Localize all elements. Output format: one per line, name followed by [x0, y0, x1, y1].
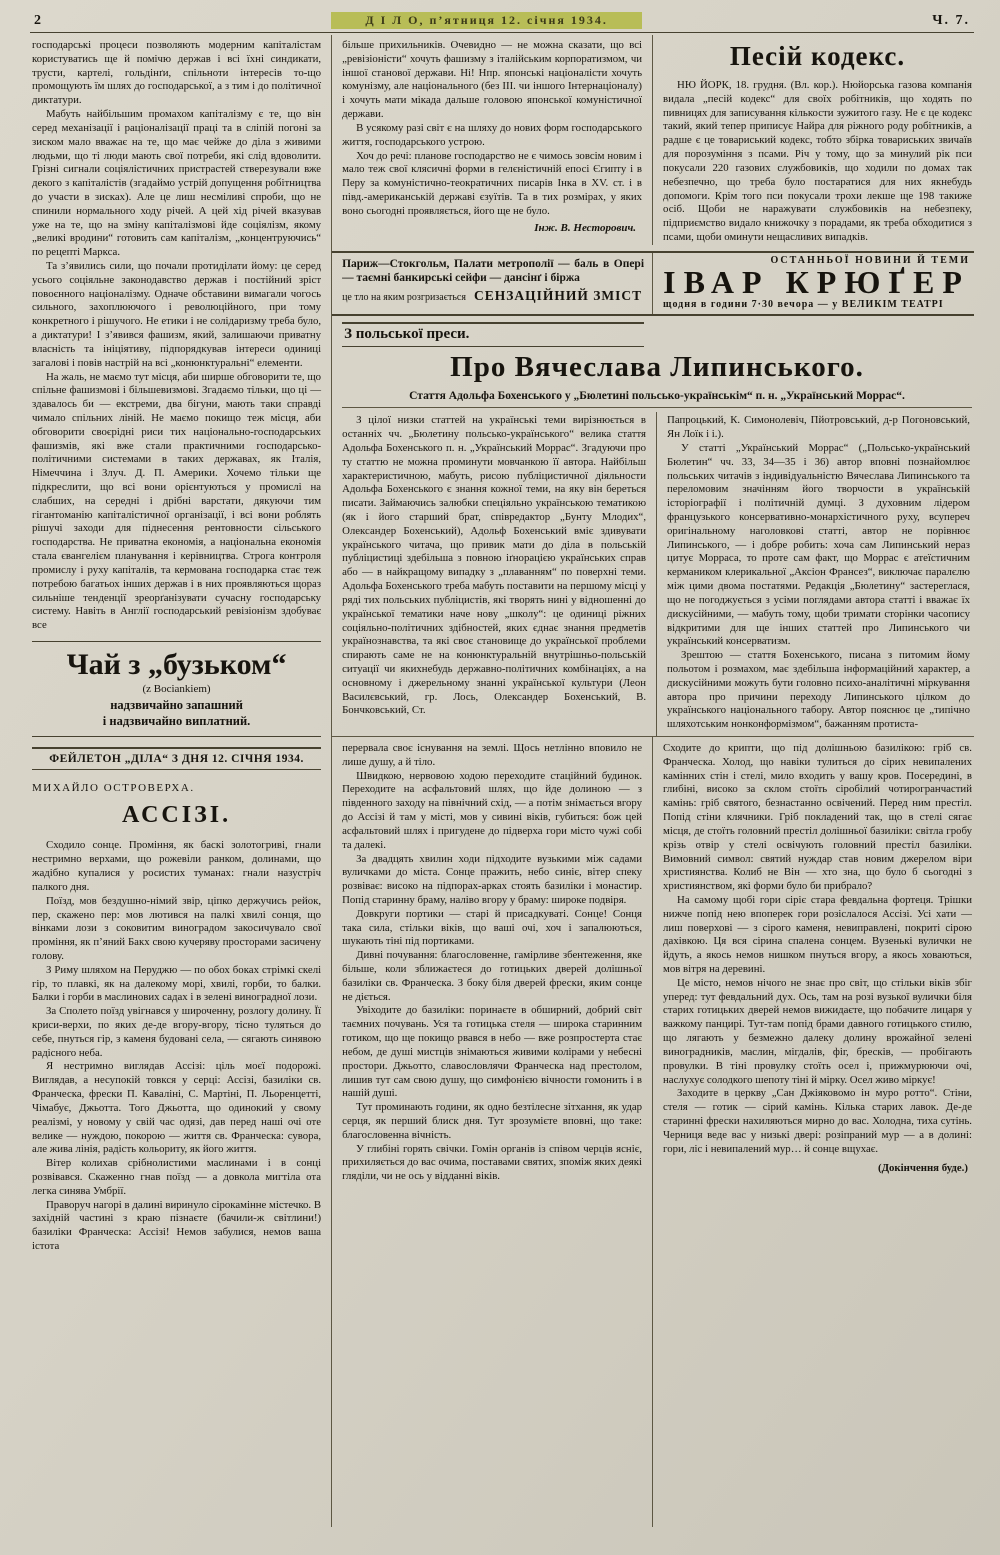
sensation-ad-row — [342, 288, 644, 304]
paragraph: Хоч до речі: планове господарство не є чимось зовсім новим і мало теж свої клясичні форми в гелєністичній епосі Єгипту і в Перу за комуністично-теократичних писарів Інка в XV. ст. і в півд.-американській державі єзуїтів. Та в тих розмірах, у яких воно сьогодні проявляється, його ще не було. — [342, 149, 643, 217]
paragraph: Я нестримно виглядав Ассізі: ціль моєї подорожі. Виглядав, а несупокій товкся у серці: Ассізі, базиліки св. Франческа, фрески П. Каваліні, С. Мартіні, П. Льоренцетті, Чімабує, Джьотта. Того Джьотта, що одинокий у свому реалізмі, у новому у свій час одязі, дав перед наші очі оте велике — нуждою, покорою — життя св. Франческа: сувора, але жива лінія, радість кольориту, як його життя. — [32, 1060, 322, 1156]
header-divider — [30, 32, 974, 33]
polish-press-section-title: З польської преси. — [342, 322, 644, 347]
tea-ad-subtitle: (z Bociankiem) — [142, 682, 211, 695]
sensation-ad-intro: Париж—Стокгольм, Палати метрополії — баль в Опері — таємні банкирські сейфи — дансінґ і біржа — [342, 257, 645, 285]
tea-ad-line-1: надзвичайно запашний — [110, 697, 243, 712]
dog-codex-article — [663, 79, 972, 245]
right-region — [332, 35, 974, 1527]
kruger-ad — [653, 253, 974, 315]
paragraph: У статті „Український Моррас“ („Польсько-український Бюлетин“ чч. 33, 34—35 і 36) автор вповні познайомлює польських читачів з індивідуальністю Вячеслава Липинського та переломовим значінням його творчости в українській історіографії і політичній думці. З духовним лідером французького консервативно-монархістичного руху, всупереч оригінальному наголовкові статті, автор не порівнює Липинського, — і добре робить: хоча сам Липинський нераз цитує Морраса, то проте сам факт, що Моррас є атеїстичним кермаником клерикальної „Аксіон Франсез“, виключає паралєлю між цими двома постатями. Редакція „Бюлетину“ застереглася, що не погоджується з усіми поглядами автора статті і вважає їх дискусійними, — мабуть тому, щоби тримати сторінки часопису відкритими для ще інших статтей про Липинського чи український консерватизм. — [667, 441, 970, 648]
feuilleton-column-2 — [332, 737, 653, 1527]
lypynsky-columns — [342, 412, 972, 736]
page-number: 2 — [34, 13, 41, 28]
sensation-ad-emphasis: СЕНЗАЦІЙНИЙ ЗМІСТ — [473, 287, 643, 303]
paragraph: Довкруги портики — старі й присадкуваті. Сонце! Сонця така сила, стільки віків, що ваші очі, хоч і запалюються, шукають тіні під портиками. — [342, 907, 643, 948]
paragraph: НЮ ЙОРК, 18. грудня. (Вл. кор.). Нюйорська газова компанія видала „песій кодекс“ для своїх робітників, що ходять по пивницях для записування кількости зужитого газу. Не є це кодекс такий, який тепер приписує Найра для ріжного роду робітників, а радше є це товариський кодекс, тобто збірка товариських звичаїв для порозуміння з псами. Річ у тому, що за минулий рік пси покусали 220 газових службовиків, що ходили по домах так небезпечно, що треба було постаратися для них якнебудь допомоги. Крім того пси покусали трохи лекше ще 198 такиже осіб. Щоби не наражувати службовиків на небезпеку, підприємство видало книжочку з порадами, як треба обходитися з псами, щоби оминути нещасливих випадків. — [663, 79, 972, 243]
lypynsky-article — [332, 316, 974, 736]
economy-article-column-2 — [342, 39, 642, 219]
paragraph: У глибіні горять свічки. Гомін органів із співом черців ясніє, прихиляється до вас очима, поставами святих, зпоміж яких деякі гляділи, чи не ось у відданні віків. — [342, 1142, 643, 1183]
paragraph: Тут проминають години, як одно безтілесне зітхання, як удар серця, як перший блиск дня. Тут зрозумієте вповні, що таке: благословенна вічність. — [342, 1101, 643, 1141]
kruger-ad-kicker: ОСТАННЬОЇ НОВИНИ Й ТЕМИ — [770, 254, 970, 266]
feuilleton-bottom-band — [332, 736, 974, 1527]
feuilleton-author: МИХАЙЛО ОСТРОВЕРХА. — [32, 782, 195, 795]
paragraph: Сходило сонце. Проміння, як баскі золотогриві, гнали нестримно верхами, що рожевіли ранком, долинами, що жадібно купалися у росистих туманах: гнали назустріч палкого дня. — [32, 839, 322, 893]
dog-codex-title: Песій кодекс. — [729, 41, 906, 71]
paragraph: Дивні почування: благословенне, гамірливе збентеження, яке більше, коли зближаєтеся до готицьких дверей долішньої базиліки св. Франческа. З боку біля дверей фрески, яким сонце не діється. — [342, 949, 643, 1003]
feuilleton-column-3 — [653, 737, 974, 1527]
page-columns — [30, 35, 974, 1527]
paragraph: Поїзд, мов бездушно-німий звір, ціпко держучись рейок, пер, скажено пер: мов лютився на палкі хвилі сонця, що вінками лози з соковитим виноградом закосичувало свої проміння, як пʼяний Бакх свою кучеряву просторами засичену голову. — [32, 894, 322, 962]
paragraph: Сходите до крипти, що під долішньою базилікою: гріб св. Франческа. Холод, що навіки тулиться до сірих невипалених камінних стін і стелі, мило входить у вашу кров. Посередині, в глибіні, високо за склом стоїть сіробілий чотирогранчастий камінь: гріб святого, безнастанно освічений. Перед ним престіл. Попід стіни клячники. Гріб покладений так, що в стелі сягає місця, де стоїть головний престіл долішньої базиліки: світла гробу крізь отвір у стелі освічують головний престіл базиліки. Вимовний символ: святий нуждар став новим джерелом віри християнства. Колиб не Він — хто зна, що було б сьогодні з християнством, які форми було би прибрало? — [663, 742, 972, 893]
tea-ad-line-2: і надзвичайно виплатний. — [102, 714, 251, 729]
paragraph: З цілої низки статтей на українські теми вирізнюється в останніх чч. „Бюлетину польсько-українського“ велика стаття Адольфа Бохенського п. н. „Український Моррас“. Згадуючи про ту статтю не можна проминути мовчанкою її автора. Найбільш характеристичною, мабуть, рисою публіцистичної діяльности Адольфа Бохенського є знання кожної теми, на яку він береться писати. Займаючись залюбки спеціяльно українською тематикою (як і його старший брат, співредактор „Бунту Млодих“, Олександер Бохенський), Адольф Бохенський вміє здивувати українського читача, що привик мати до діла в польській публіцистиці здебільша з повною іґнорацією українських справ або — в найкращому випадку з „плаванням“ по поверхні теми. Адольфа Бохенського треба мабуть поставити на першому місці у ряді тих польських публіцистів, які творять нині у відношенні до української тематики наче нову „школу“: це одиниці ріжних соціяльно-політичних здібностей, яких єднає знання предметів українознавства, та які своє становище до української проблеми спирають саме не на конюнктуральній внутрішньо-польській ситуації чи якихнебудь державно-політичних комбінаціях, а на основному і джерельному знанні української культури (Леон Василєвський, гр. Лось, Олександер Бохенський, В. Бончковський, Ст. — [342, 414, 647, 717]
kruger-ad-title: ІВАР КРЮҐЕР — [663, 263, 970, 300]
masthead: Д І Л О, п’ятниця 12. січня 1934. — [331, 12, 642, 29]
column-left — [30, 35, 332, 1527]
paragraph: Мабуть найбільшим промахом капіталізму є те, що він серед механізації і раціоналізації праці та в сліпій погоні за зиском мало вважає на те, що має чейже до діла з живими людьми, що ті люди мають свої потреби, які слід вдоволити. Грізні сигнали соціялістичних пристрастей стверезували вже декого з капіталістів (згадаймо устрій допущення робітництва до участи в зисках). Але це лиш несміливі спроби, що не спинили нормального ходу річей. А цей хід річей вказував уже на те, що на зміну капіталізмові йде соціялізм, якому „великі вродини“ готовить сам капіталізм, „концентруючись“ по рецепті Маркса. — [32, 108, 322, 259]
economy-article-column-1 — [32, 39, 321, 633]
paragraph: перервала своє існування на землі. Щось нетлінно вповило не лише душу, а й тіло. — [342, 742, 643, 768]
sensation-ad-tagline: це тло на яким розгризається — [342, 291, 466, 303]
top-row — [332, 35, 974, 245]
paragraph: Це місто, немов нічого не знає про світ, що стільки віків збіг уперед: тут февдальний дух. Ось, там на розі вузької вулички біля старих готицьких дверей немов вижидаєте, що побачите лицаря у важкому панцирі. Тут-там попід брами давного готицького стилю, що лягають у безмежно далеку долину врожайної зелені виноградників, маслин, мігдалів, фіг, бресків, — пробігають провулки. В тіні провулку стоїть осел і, прижмурюючи очі, наслухує солодкого шепоту тіні й мірку. Осел живо міркує! — [663, 976, 972, 1086]
paragraph: Швидкою, нервовою ходою переходите стаційний будинок. Переходите на асфальтовий шлях, що йде долиною — з південного заходу на північний схід, — а потім знімається вгору до Ассізі й там у місті, мов у сивині віків, губиться: бож цей асфальтовий шлях і пригудене до підверха гори місто чужі собі та далекі. — [342, 769, 643, 851]
feuilleton-continuation-note: (Докінчення буде.) — [878, 1162, 968, 1175]
paragraph: Та зʼявились сили, що почали протиділати йому: це серед усього соціяльне законодавство держав і постійний зріст повоєнного націоналізму. Одначе обставини вимагали чогось сильного, захоплюючого і революційного, при тому конкретного і рішучого. Не етики і не солідаризму треба було, а диктатури! І зʼявився фашизм, який, залишаючи приватну власність та ініціятиву, підпорядкував інтереси одиниці загалові і повів настрій на всі „конюнктуральні“ елементи. — [32, 260, 322, 369]
paragraph: Увіходите до базиліки: поринаєте в обширний, добрий світ таємних почувань. Уся та готицька стеля — широка старинним готиком, що ще покищо рвався в небо — вже розпростерта стає небом, де душі мистців знімаються живими колірами у небесні простори. Джьотто, славословлячи Франческа над престолом, лишив тут сам свою душу, що симфонією вічности гомонить і в нашій душі. — [342, 1004, 643, 1100]
paragraph: господарські процеси позволяють модерним капіталістам користуватись ще й помічю держав і всі їхні синдикати, трусти, картелі, гольдінґи, спільноти інтересів то-що промощують їм шлях до господарської, а з тим і до політичної диктатури. — [32, 39, 322, 107]
paragraph: Заходите в церкву „Сан Джіяковомо ін муро ротто“. Стіни, стеля — готик — сірий камінь. Кілька старих лавок. Де-де старинні фрески нахиляються мирно до вас. Холодна, тиха сутінь. Черниця веде вас у низькі двері: розіпраний мур — а в долині: гори, ліс і невипалений мур… й сонце вщухає. — [663, 1087, 972, 1155]
theatre-ad-banner — [332, 251, 974, 317]
page-header — [30, 8, 974, 32]
paragraph: В усякому разі світ є на шляху до нових форм господарського життя, господарського устрою. — [342, 121, 643, 148]
tea-advertisement — [32, 641, 321, 738]
paragraph: З Риму шляхом на Перуджю — по обох боках стрімкі скелі гір, то плавкі, як на далекому морі, хвилі, горби, то балки. Балки і горби в маслинових садах і в зелені виноградної лози. — [32, 963, 322, 1004]
issue-number: Ч. 7. — [932, 13, 970, 28]
lypynsky-column-2 — [657, 412, 972, 736]
paragraph: більше прихильників. Очевидно — не можна сказати, що всі „ревізіоністи“ хочуть фашизму з італійським корпоратизмом, чи іншої станової держави. Ні! Нпр. японські націоналісти хочуть комунізму, але національного (без ІІІ. чи іншого Інтернаціоналу) і хочуть мати мікада дальше головою японської комуністичної держави. — [342, 39, 643, 121]
paragraph: Вітер колихав срібнолистими маслинами і в сонці розвівався. Скаженно гнав поїзд — а довкола мигтіла ота легка синява Умбрії. — [32, 1157, 322, 1197]
lypynsky-column-1 — [342, 412, 657, 736]
lypynsky-subtitle: Стаття Адольфа Бохенського у „Бюлетині польсько-українськім“ п. н. „Український Моррас“. — [342, 390, 972, 408]
column-right-top — [653, 35, 974, 245]
feuilleton-column-3-text — [663, 742, 972, 1156]
paragraph: За двадцять хвилин ходи підходите вузькими між садами вуличками до міста. Сонце пражить, небо синіє, вітер спеку розвіває: високо на підпорах-арках стоять базиліки і монастир. Попід старинну браму, наліво вгору у браму: широке подвіря. — [342, 852, 643, 906]
lypynsky-headline: Про Вячеслава Липинського. — [450, 351, 864, 384]
paragraph: На жаль, не маємо тут місця, аби ширше обговорити те, що спільне фашизмові і більшевизмові. Згадаємо тільки, що ці — здавалось би — екстреми, два бігуни, мають таки справді чимало спільних ліній. Не маємо покищо теж місця, аби обговорити своєрідні риси тих національно-господарських фашизмів, які вже стали практичними господарсько-політичними системами в таких державах, як Італія, Німеччина і Злуч. Д. П. Америки. Хочемо тільки ще підкреслити, що всі вони орієнтуються у промислі на слабших, на середні і дрібні варстати, дякуючи тим гігантоманію капіталістичної організації, і всі вони роблять рішучі заходи для піднесення рентовности сільського господарства. Не приватна економія, а національна економія стала євангелієм планування і керівництва. Строга контроля промислу і руху капіталів, та кермована господарка стає теж потребою багатьох інших держав і в них проявляються щораз сильніше тенденції зреорґанізувати сучасну господарську систему. Навіть в Англії господарський ревізіонізм здобуває все — [32, 370, 322, 632]
kruger-ad-schedule: щодня в години 7·30 вечора — у ВЕЛИКІМ ТЕАТРІ — [663, 299, 944, 311]
sensation-ad — [332, 253, 653, 315]
article-signature: Інж. В. Несторович. — [534, 221, 637, 234]
paragraph: На самому щобі гори сіріє стара февдальна фортеця. Трішки нижче попід нею впоперек гори розіслалося Ассізі. Усі хати — лиш поверхові — з сірого каменя, невиправлені, покриті сірою дахівкою. Ця вся сірина спалена сонцем. Вузенькі вулички не йдуть, а якось немов нишком пнуться вгору, а якось ховаються, мов вітря на деревині. — [663, 893, 972, 976]
feuilleton-column-1 — [32, 839, 321, 1253]
feuilleton-title: АССІЗІ. — [121, 802, 232, 829]
column-middle-top — [332, 35, 653, 245]
feuilleton-kicker: ФЕЙЛЕТОН „ДІЛА“ З ДНЯ 12. СІЧНЯ 1934. — [32, 747, 321, 770]
paragraph: Праворуч нагорі в далині виринуло сірокамінне містечко. В західній частині з краю пізнаєте (бачили-ж світлини!) базиліки Франческа: Ассізі! Немов забулися, немов ваша істота — [32, 1198, 322, 1252]
paragraph: За Сполето поїзд увігнався у широченну, розлогу долину. Її криси-верхи, по яких де-де вгору-вгору, тісно туляться до себе, пнуться гір, з каменя будовані села, — сягають синявою радісного неба. — [32, 1005, 322, 1059]
paragraph: Папроцький, К. Симонолевіч, Пйотровський, д-р Погоновський, Ян Лоїк і і.). — [667, 414, 970, 441]
tea-ad-title: Чай з „бузьком“ — [66, 647, 287, 681]
paragraph: Зрештою — стаття Бохенського, писана з питомим йому польотом і розмахом, має здебільша інформаційний характер, а дискусійними можуть бути головно психо-аналітичні міркування автора про причини переходу Липинського цілком до українського національного табору. Автор пояснює це „типічно шляхотським нонконформізмом“, бажанням протиста- — [667, 649, 970, 731]
